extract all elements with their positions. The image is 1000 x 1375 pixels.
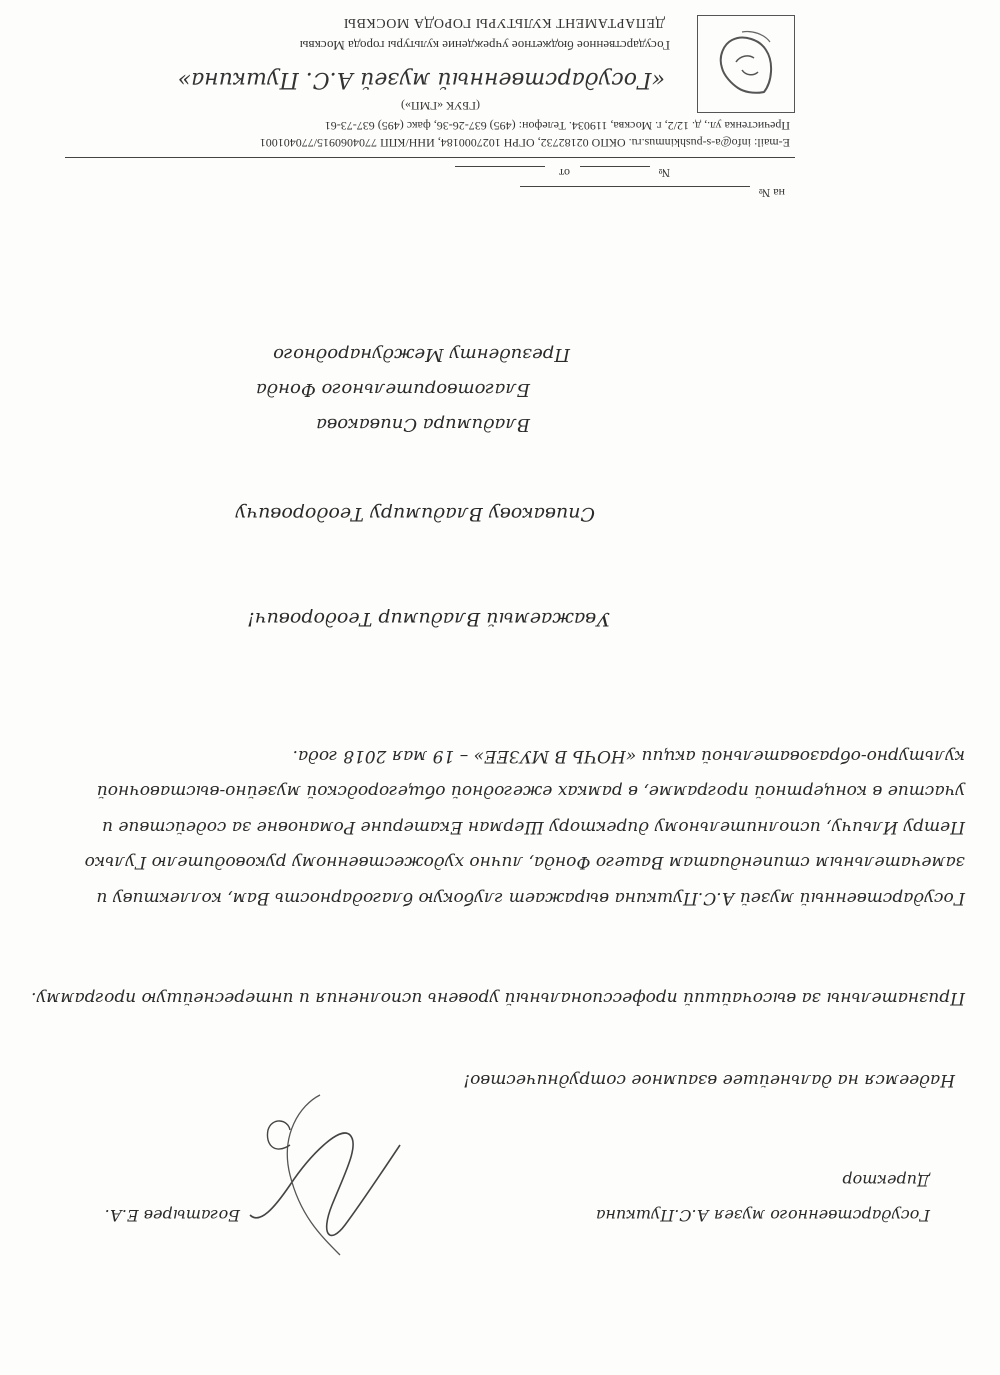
ref-number-label: № (658, 166, 670, 180)
signer-role: Директор (842, 1171, 930, 1190)
department-name: ДЕПАРТАМЕНТ КУЛЬТУРЫ ГОРОДА МОСКВЫ (343, 15, 665, 30)
addressee-line-3: Владимира Спивакова (316, 414, 530, 435)
ref-number-line (580, 166, 650, 167)
greeting: Уважаемый Владимир Теодорович! (247, 608, 610, 630)
museum-name: «Государственный музей А.С. Пушкина» (177, 67, 665, 92)
museum-emblem-icon (697, 15, 795, 113)
museum-abbreviation: (ГБУК «ГМП») (400, 99, 480, 113)
signer-organization: Государственного музея А.С.Пушкина (595, 1206, 930, 1225)
body-paragraph-1: Государственный музей А.С.Пушкина выражает глубокую благодарность Вам, коллективу и замечательным стипендиатам Вашего Фонда, лично художественному руководителю Гулько Петру Ильичу, исполнительному директору Шерман Екатерине Романовне за содействие и участие в концертной программе, в рамках ежегодной общегородской музейно-выставочной культурно-образовательной акции «НОЧЬ В МУЗЕЕ» – 19 мая 2018 года. (84, 746, 965, 908)
body-paragraph-2: Признательны за высочайший профессиональный уровень исполнения и интереснейшую программу. (31, 988, 965, 1008)
ref-date-line (455, 166, 545, 167)
ref-reply-label: на № (758, 186, 785, 200)
signer-name: Богатырев Е.А. (104, 1206, 240, 1225)
museum-contacts: E-mail: info@a-s-pushkinmus.ru. ОКПО 02182732, ОГРН 1027000184, ИНН/КПП 7704060915/770401001 (259, 136, 790, 150)
handwritten-signature (210, 1075, 440, 1295)
addressee-line-1: Президенту Международного (273, 344, 570, 365)
closing-line: Надеемся на дальнейшее взаимное сотрудничество! (463, 1070, 955, 1090)
museum-address: Пречистенка ул., д. 12/2, г. Москва, 119034. Телефон: (495) 637-26-36, факс (495) 637-73-61 (324, 119, 790, 133)
ref-reply-line (520, 186, 750, 187)
addressee-line-2: Благотворительного Фонда (256, 379, 530, 400)
ref-date-label: от (558, 166, 570, 180)
organization-name: Государственное бюджетное учреждение культуры города Москвы (299, 38, 670, 53)
addressee-name: Спивакову Владимиру Теодоровичу (235, 503, 595, 525)
letterhead-divider (65, 157, 795, 158)
